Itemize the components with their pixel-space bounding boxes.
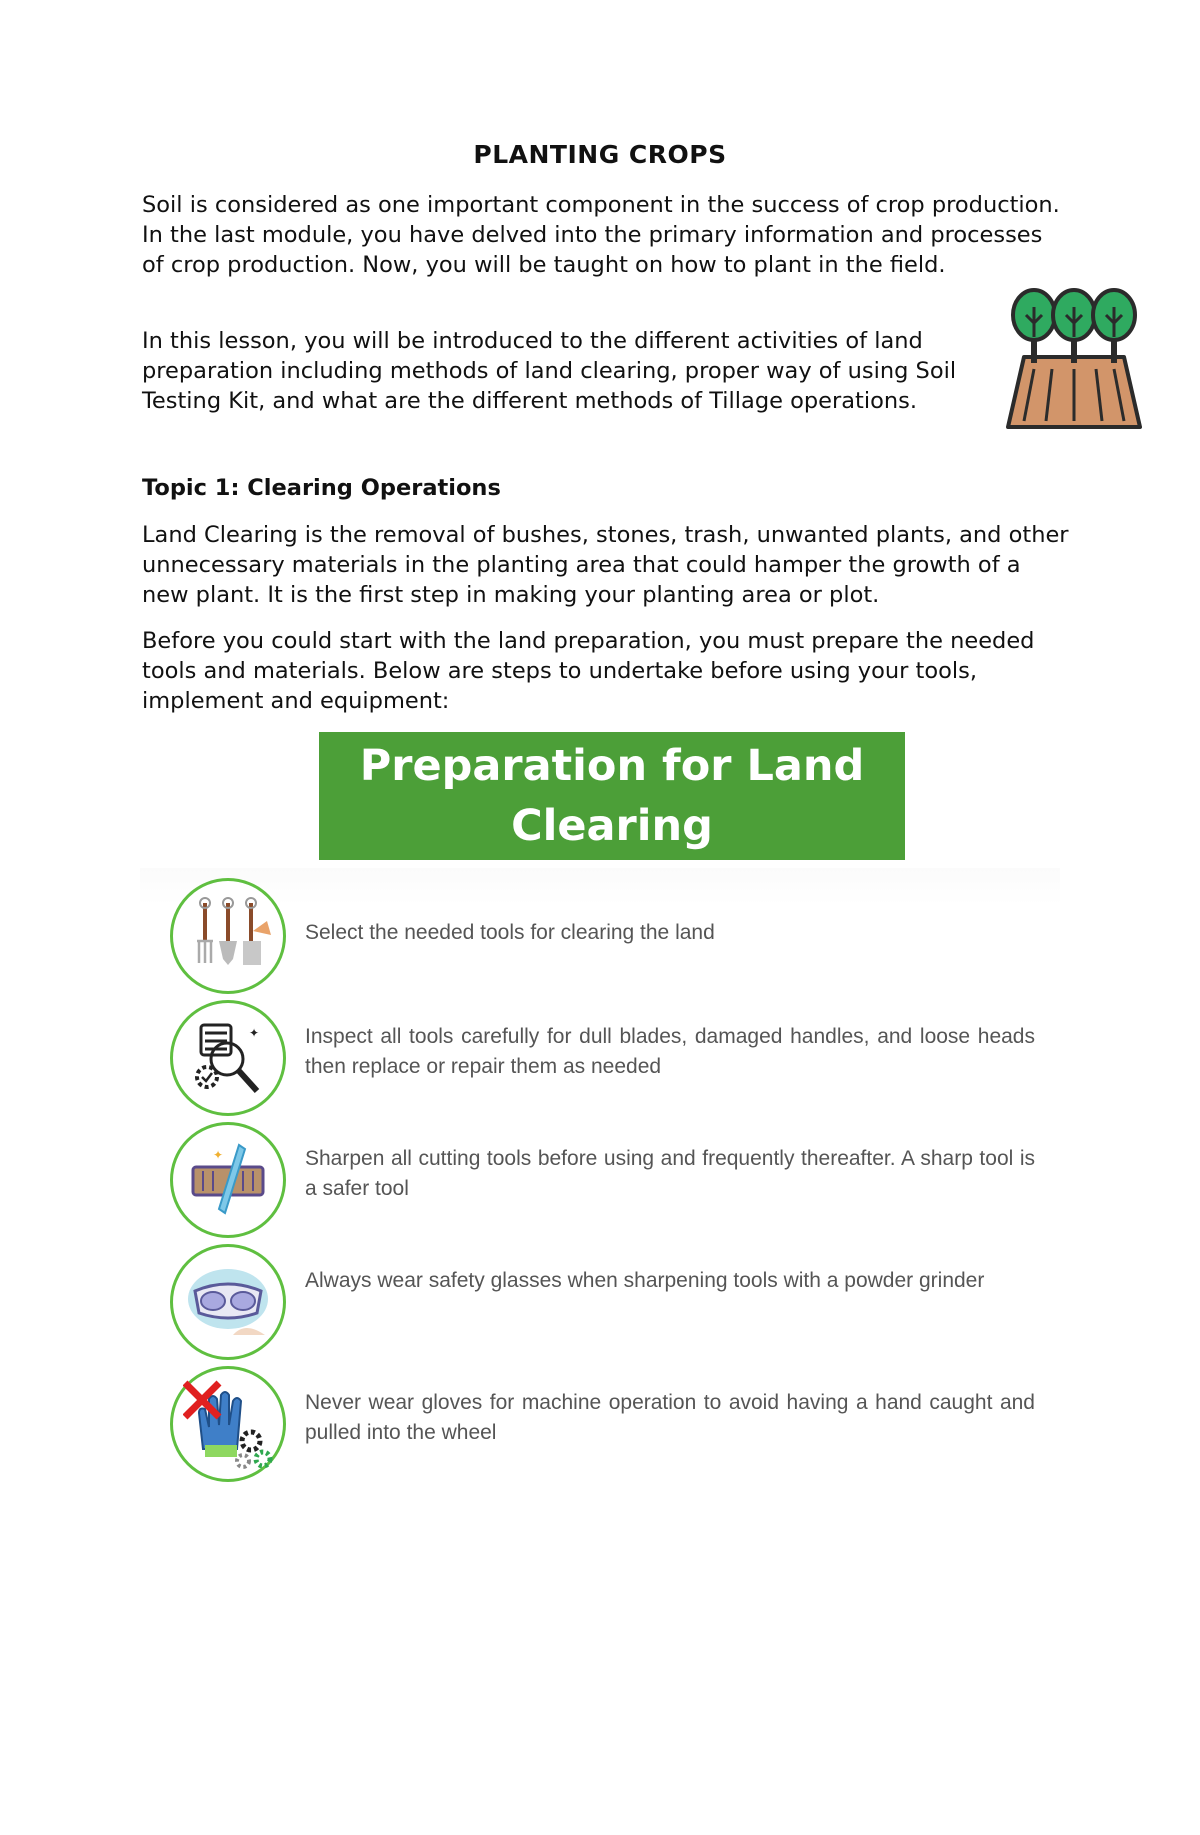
step-text: Sharpen all cutting tools before using and frequently thereafter. A sharp tool is a safer tool [305,1147,1035,1200]
step-item-4 [170,1244,1040,1360]
step-text: Never wear gloves for machine operation to avoid having a hand caught and pulled into the wheel [305,1391,1035,1444]
no-gloves-icon [183,1379,273,1469]
step-icon-ring [170,1122,286,1238]
step-item-5 [170,1366,1040,1482]
page-title: PLANTING CROPS [473,140,727,169]
infographic-steps [140,868,1060,1488]
topic-paragraph-1: Land Clearing is the removal of bushes, stones, trash, unwanted plants, and other unnecessary materials in the planting area that could hamper the growth of a new plant. It is the first step in making your planting area or plot. [142,522,1069,608]
step-icon-ring [170,1366,286,1482]
safety-glasses-icon [183,1257,273,1347]
sharpen-blade-icon [183,1135,273,1225]
svg-text:✦: ✦ [213,1148,224,1162]
step-text: Always wear safety glasses when sharpening tools with a powder grinder [305,1269,985,1292]
banner-title: Preparation for Land Clearing [359,741,865,851]
step-text: Inspect all tools carefully for dull blades, damaged handles, and loose heads then replace or repair them as needed [305,1025,1035,1078]
step-icon-ring [170,1000,286,1116]
intro-paragraph-1: Soil is considered as one important component in the success of crop production. In the last module, you have delved into the primary information and processes of crop production. Now, you will be taught on how to plant in the field. [142,192,1060,278]
infographic-banner [319,732,905,860]
step-item-3 [170,1122,1040,1238]
step-item-2 [170,1000,1040,1116]
topic-paragraph-2: Before you could start with the land preparation, you must prepare the needed tools and materials. Below are steps to undertake before using your tools, implement and equipment: [142,628,1035,714]
step-item-1 [170,878,1040,994]
garden-tools-icon [183,891,273,981]
step-icon-ring [170,878,286,994]
step-text: Select the needed tools for clearing the land [305,921,715,944]
inspect-tools-icon [183,1013,273,1103]
intro-paragraph-2: In this lesson, you will be introduced to the different activities of land preparation including methods of land clearing, proper way of using Soil Testing Kit, and what are the different methods of Tillage operations. [142,328,957,414]
farm-field-icon [1006,285,1142,429]
svg-text:✦: ✦ [249,1026,260,1040]
topic-heading: Topic 1: Clearing Operations [142,475,501,501]
step-icon-ring [170,1244,286,1360]
